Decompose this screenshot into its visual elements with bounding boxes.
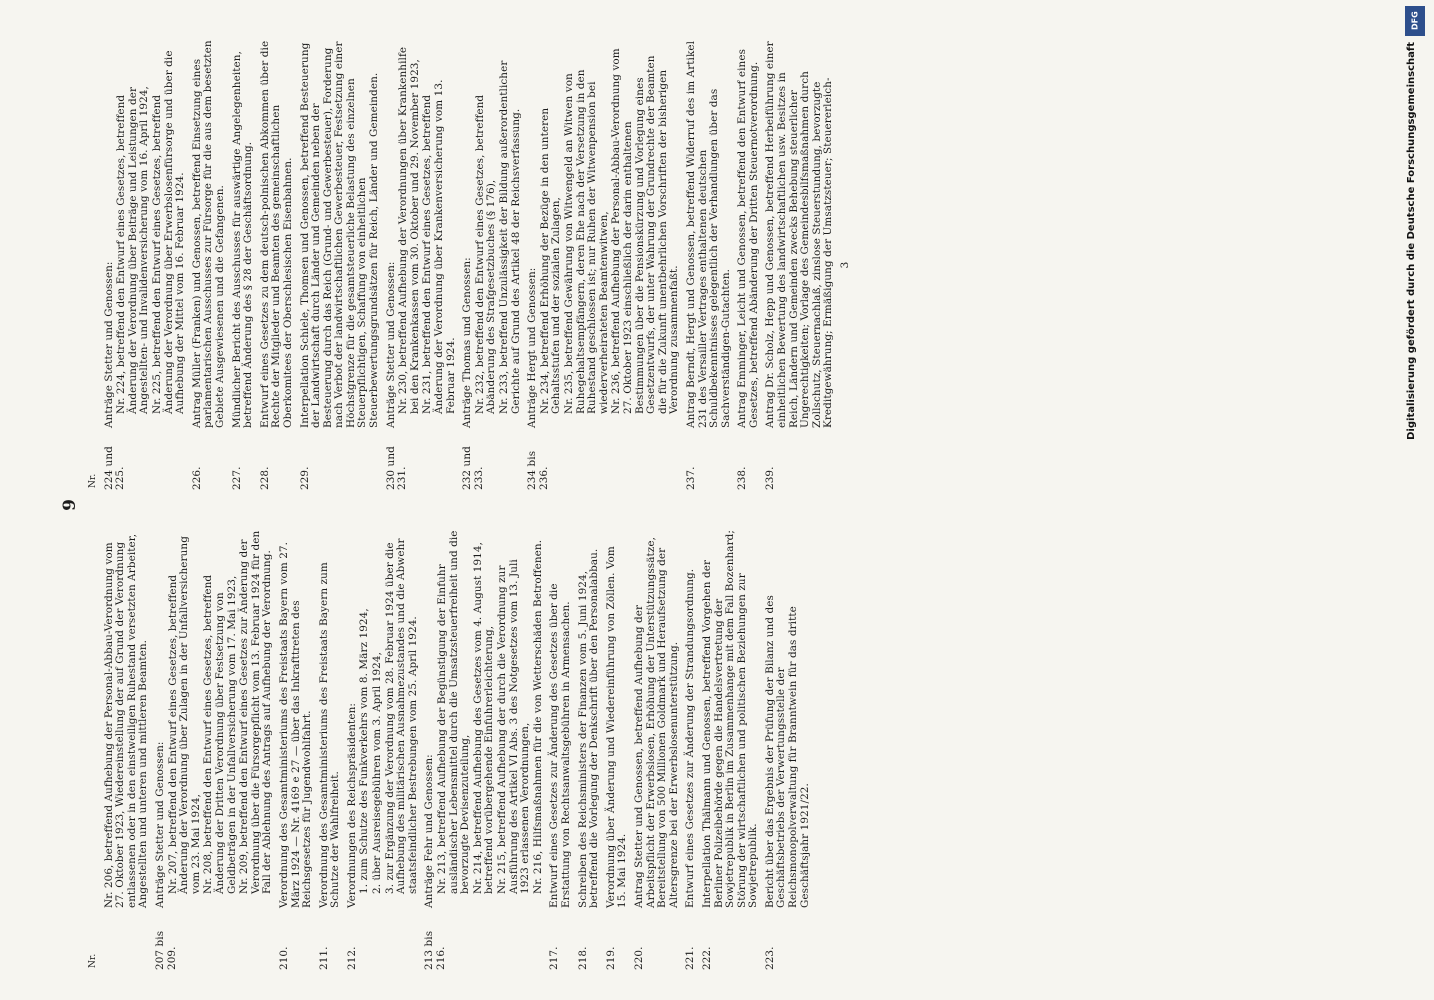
- entry-number: 230 und 231.: [384, 446, 409, 490]
- entry-line: Nr. 206, betreffend Aufhebung der Personal-Abbau-Verordnung vom 27. Oktober 1923, Wiedereinstellung der auf Grund der Verordnung entlassenen oder in den einstweiligen Ruhestand versetzten Arbeiter, Angestellten und unteren und mittleren Beamten.: [102, 533, 150, 908]
- entry-line: Nr. 225, betreffend den Entwurf eines Gesetzes, betreffend Änderung der Verordnung über Erwerbslosenfürsorge und über die Aufhebung der Mittel vom 16. Februar 1924.: [150, 50, 187, 414]
- dfg-sidebar: [1402, 0, 1430, 1000]
- entry-number: 220.: [632, 946, 645, 970]
- entry-line: Verordnung des Gesamtministeriums des Freistaats Bayern vom 27. März 1924 — Nr. 4169 e 27 — über das Inkrafttreten des Reichsgesetzes für Jugendwohlfahrt.: [277, 541, 314, 908]
- entry-line: Mündlicher Bericht des Ausschusses für auswärtige Angelegenheiten, betreffend Änderung des § 28 der Geschäftsordnung.: [230, 51, 255, 428]
- entry-line: Nr. 214, betreffend Aufhebung des Gesetzes vom 4. August 1914, betreffend vorübergehende Einfuhrerleichterung,: [471, 541, 496, 894]
- entry-item: [260, 40, 295, 490]
- entry-line: Entwurf eines Gesetzes zur Änderung der Strandungsordnung.: [684, 568, 697, 908]
- entry-line: Anträge Thomas und Genossen:: [461, 257, 474, 428]
- entry-number: 224 und 225.: [102, 446, 127, 490]
- entry-item: [104, 40, 187, 490]
- entry-item: [634, 530, 680, 970]
- entry-line: Nr. 209, betreffend den Entwurf eines Gesetzes zur Änderung der Verordnung über die Fürsorgepflicht vom 13. Februar 1924 für den Fall der Ablehnung des Antrags auf Aufhebung der Verordnung.: [238, 530, 274, 894]
- entry-item: [155, 530, 274, 970]
- entry-line: Schreiben des Reichsministers der Finanzen vom 5. Juni 1924, betreffend die Vorlegung der Denkschrift über den Personalabbau.: [576, 548, 601, 908]
- entry-item: [702, 530, 760, 970]
- entry-line: Verordnungen des Reichspräsidenten:: [345, 703, 358, 908]
- left-column: [88, 530, 816, 970]
- entry-line: Nr. 233, betreffend Unzulässigkeit der Bildung außerordentlicher Gerichte auf Grund des Artikel 48 der Reichsverfassung.: [498, 60, 522, 414]
- right-column-header: Nr.: [88, 473, 98, 488]
- entry-number: 219.: [604, 946, 617, 970]
- dfg-logo: DFG: [1405, 6, 1425, 36]
- page-number: 9: [60, 499, 80, 511]
- entry-number: 237.: [684, 466, 697, 490]
- entry-item: [765, 530, 811, 970]
- entry-line: Nr. 234, betreffend Erhöhung der Bezüge in den unteren Gehaltsstufen und der sozialen Zulagen,: [538, 107, 563, 414]
- entry-line: Entwurf eines Gesetzes zur Änderung des Gesetzes über die Erstattung von Rechtsanwaltsgebühren in Armensachen.: [548, 583, 572, 908]
- entry-number: 234 bis 236.: [526, 450, 550, 490]
- entry-line: Verordnung des Gesamtministeriums des Freistaats Bayern zum Schutze der Wahlfreiheit.: [317, 562, 342, 908]
- entry-number: 210.: [277, 946, 290, 970]
- entry-item: [232, 40, 255, 490]
- entry-line: 1. zum Schutze des Funkverkehrs vom 8. März 1924,: [358, 608, 371, 894]
- entry-number: 217.: [548, 946, 561, 970]
- entry-item: [279, 530, 314, 970]
- entry-line: Nr. 235, betreffend Gewährung von Witwengeld an Witwen von Ruhegehaltsempfängern, deren Ehe nach der Versetzung in den Ruhestand geschlossen ist; nur Ruhen der Witwenpension bei wiederverheirateten Beamtenwitwen,: [562, 69, 610, 414]
- rotated-page: [52, 20, 1382, 980]
- entry-number: 222.: [700, 946, 713, 970]
- continuation-marker: 3: [839, 261, 852, 269]
- entry-line: Anträge Stetter und Genossen:: [153, 741, 166, 908]
- entry-item: [527, 40, 681, 490]
- entry-line: Antrag Berndt, Hergt und Genossen, betreffend Widerruf des im Artikel 231 des Versailler Vertrages enthaltenen deutschen Schuldbekenntnisses gelegentlich der Verhandlungen über das Sachverständigen-Gutachten.: [684, 40, 732, 428]
- entry-line: Entwurf eines Gesetzes zu dem deutsch-polnischen Abkommen über die Rechte der Mitglieder und Beamten des gemeinschaftlichen Oberkomitees der Oberschlesischen Eisenbahnen.: [258, 40, 294, 428]
- entry-number: 226.: [190, 466, 203, 490]
- entry-line: Nr. 230, betreffend Aufhebung der Verordnungen über Krankenhilfe bei den Krankenkassen vom 30. Oktober und 29. November 1923,: [397, 46, 421, 414]
- entry-item: [578, 530, 601, 970]
- entry-item: [192, 40, 227, 490]
- entry-line: Nr. 236, betreffend Aufhebung der Personal-Abbau-Verordnung vom 27. Oktober 1923 einschließlich der darin enthaltenen Bestimmungen über die Pensionskürzung und Vorlegung eines Gesetzentwurfs, der unter Wahrung der Grundrechte der Beamten die für die Zukunft unentbehrlichen Vorschriften der bisherigen Verordnung zusammenfaßt.: [610, 48, 681, 414]
- entry-number: 239.: [764, 466, 777, 490]
- entry-number: 218.: [576, 946, 589, 970]
- right-column: [88, 40, 852, 490]
- entry-line: Nr. 215, betreffend Aufhebung der durch die Verordnung zur Ausführung des Artikel VI Abs. 3 des Notgesetzes vom 13. Juli 1923 erlassenen Verordnungen,: [496, 559, 532, 894]
- entry-line: Anträge Stetter und Genossen:: [102, 261, 115, 428]
- entry-number: 212.: [345, 946, 358, 970]
- entry-item: [319, 530, 342, 970]
- entry-line: Anträge Fehr und Genossen:: [423, 754, 436, 908]
- entry-line: Antrag Stetter und Genossen, betreffend Aufhebung der Arbeitspflicht der Erwerbslosen, Erhöhung der Unterstützungssätze, Bereitstellung von 500 Millionen Goldmark und Heraufsetzung der Altersgrenze bei der Erwerbslosenunterstützung.: [632, 537, 680, 908]
- entry-item: [462, 40, 522, 490]
- left-column-header: Nr.: [88, 953, 98, 968]
- entry-line: Anträge Stetter und Genossen:: [384, 261, 397, 428]
- entry-line: Antrag Müller (Franken) und Genossen, betreffend Einsetzung eines parlamentarischen Ausschusses zur Fürsorge für die aus dem besetzten Gebiete Ausgewiesenen und die Gefangenen.: [190, 40, 226, 428]
- entry-line: Nr. 231, betreffend den Entwurf eines Gesetzes, betreffend Änderung der Verordnung über Krankenversicherung vom 13. Februar 1924.: [421, 79, 457, 414]
- entry-item: [737, 40, 760, 490]
- entry-line: Nr. 224, betreffend den Entwurf eines Gesetzes, betreffend Änderung der Verordnung über Beiträge und Leistungen der Angestellten- und Invalidenversicherung vom 16. April 1924,: [115, 86, 151, 414]
- left-entries: [104, 530, 812, 970]
- entry-number: 228.: [258, 466, 271, 490]
- entry-number: 207 bis 209.: [153, 930, 178, 970]
- entry-item: [685, 530, 697, 970]
- entry-line: Antrag Emminger, Leicht und Genossen, betreffend den Entwurf eines Gesetzes, betreffend Abänderung der Dritten Steuernotverordnung.: [736, 48, 760, 428]
- entry-number: 227.: [230, 466, 243, 490]
- entry-item: [104, 530, 150, 970]
- entry-item: [300, 40, 381, 490]
- entry-line: Nr. 213, betreffend Aufhebung der Begünstigung der Einfuhr ausländischer Lebensmittel durch die Umsatzsteuerfreiheit und die bevorzugte Devisenzuteilung,: [436, 530, 472, 894]
- entry-number: 232 und 233.: [461, 446, 485, 490]
- entry-number: 238.: [736, 466, 749, 490]
- dfg-credit: Digitalisierung gefördert durch die Deutsche Forschungsgemeinschaft: [1406, 42, 1417, 440]
- entry-item: [347, 530, 420, 970]
- entry-line: 3. zur Ergänzung der Verordnung vom 28. Februar 1924 über die Aufhebung des militärischen Ausnahmezustandes und die Abwehr staatsfeindlicher Bestrebungen vom 25. April 1924.: [383, 538, 419, 894]
- right-entries: [104, 40, 835, 490]
- entry-line: Bericht über das Ergebnis der Prüfung der Bilanz und des Geschäftsbetriebs der Verwertungsstelle der Reichsmonopolverwaltung für Branntwein für das dritte Geschäftsjahr 1921/22.: [763, 595, 811, 908]
- entry-number: 221.: [684, 946, 697, 970]
- entry-line: Nr. 232, betreffend den Entwurf eines Gesetzes, betreffend Abänderung des Strafgesetzbuches (§ 176),: [473, 94, 498, 414]
- entry-line: Interpellation Schiele, Thomsen und Genossen, betreffend Besteuerung der Landwirtschaft durch Länder und Gemeinden neben der Besteuerung durch das Reich (Grund- und Gewerbesteuer), Forderung nach Verbot der landwirtschaftlichen Gewerbesteuer, Festsetzung einer Höchstgrenze für die gesamtsteuerliche Belastung des einzelnen Steuerpflichtigen, Schaffung von einheitlichen Steuerbewertungsgrundsätzen für Reich, Länder und Gemeinden.: [298, 41, 381, 428]
- entry-item: [686, 40, 732, 490]
- entry-item: [424, 530, 544, 970]
- entry-line: Nr. 207, betreffend den Entwurf eines Gesetzes, betreffend Änderung der Verordnung über Zulagen in der Unfallversicherung vom 23. Mai 1924,: [166, 536, 202, 894]
- entry-line: Anträge Hergt und Genossen:: [526, 267, 539, 428]
- entry-line: Antrag Dr. Scholz, Hepp und Genossen, betreffend Herbeiführung einer einheitlichen Bewertung des landwirtschaftlichen usw. Besitzes in Reich, Ländern und Gemeinden zwecks Behebung steuerlicher Ungerechtigkeiten; Vorlage des Gemeindesbilfsmaßnahmen durch Zollschutz, Steuernachlaß, zinslose Steuerstundung, bevorzugte Kreditgewährung; Ermäßigung der Umsatzsteuer; Steuererleich-: [764, 41, 835, 428]
- entry-line: Nr. 208, betreffend den Entwurf eines Gesetzes, betreffend Änderung der Dritten Verordnung über Festsetzung von Geldbeträgen in der Unfallversicherung vom 17. Mai 1923,: [202, 574, 238, 894]
- entry-number: 211.: [317, 946, 330, 970]
- entry-line: Interpellation Thälmann und Genossen, betreffend Vorgehen der Berliner Polizeibehörde gegen die Handelsvertretung der Sowjetrepublik in Berlin im Zusammenhange mit dem Fall Bozenhard; Störung der wirtschaftlichen und politischen Beziehungen zur Sowjetrepublik.: [700, 530, 760, 908]
- entry-line: Nr. 216, Hilfsmaßnahmen für die von Wetterschäden Betroffenen.: [531, 539, 544, 894]
- entry-number: 213 bis 216.: [423, 930, 448, 970]
- entry-number: 223.: [763, 946, 776, 970]
- entry-item: [549, 530, 572, 970]
- entry-number: 229.: [298, 466, 311, 490]
- entry-item: [765, 40, 835, 490]
- entry-item: [386, 40, 458, 490]
- entry-line: Verordnung über Änderung und Wiedereinführung von Zöllen. Vom 15. Mai 1924.: [604, 546, 629, 908]
- entry-item: [606, 530, 629, 970]
- entry-line: 2. über Ausreisegebühren vom 3. April 1924,: [371, 652, 384, 894]
